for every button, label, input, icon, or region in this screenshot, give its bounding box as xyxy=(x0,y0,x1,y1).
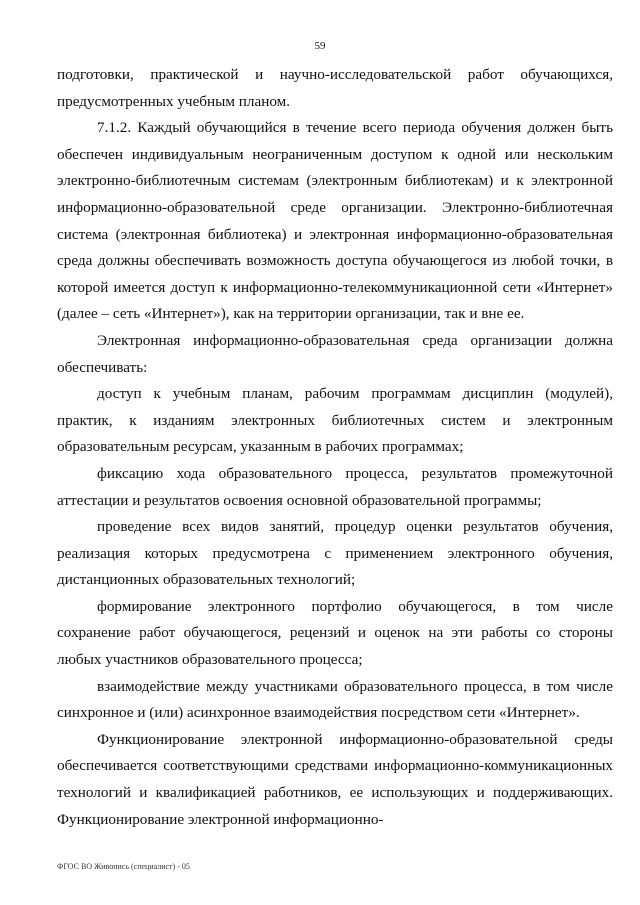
paragraph-functioning: Функционирование электронной информационно-образовательной среды обеспечивается соответствующими средствами информационно-коммуникационных технологий и квалификацией работников, ее использующих и поддерживающих. Функционирование электронной информационно- xyxy=(57,730,613,828)
list-item-recording: фиксацию хода образовательного процесса, результатов промежуточной аттестации и результатов освоения основной образовательной программы; xyxy=(57,464,613,509)
list-item-portfolio: формирование электронного портфолио обучающегося, в том числе сохранение работ обучающегося, рецензий и оценок на эти работы со стороны любых участников образовательного процесса; xyxy=(57,597,613,669)
list-item-interaction: взаимодействие между участниками образовательного процесса, в том числе синхронное и (или) асинхронное взаимодействия посредством сети «Интернет». xyxy=(57,677,613,722)
document-body xyxy=(57,62,613,833)
paragraph-continuation: подготовки, практической и научно-исследовательской работ обучающихся, предусмотренных учебным планом. xyxy=(57,66,613,110)
list-item-access: доступ к учебным планам, рабочим программам дисциплин (модулей), практик, к изданиям электронных библиотечных систем и электронным образовательным ресурсам, указанным в рабочих программах; xyxy=(57,385,613,456)
page-number: 59 xyxy=(314,40,326,52)
paragraph-environment-intro: Электронная информационно-образовательная среда организации должна обеспечивать: xyxy=(57,331,613,376)
paragraph-7-1-2: 7.1.2. Каждый обучающийся в течение всего периода обучения должен быть обеспечен индивидуальным неограниченным доступом к одной или нескольким электронно-библиотечным системам (электронным библиотекам) и к электронной информационно-образовательной среде организации. Электронно-библиотечная система (электронная библиотека) и электронная информационно-образовательная среда должны обеспечивать возможность доступа обучающегося из любой точки, в которой имеется доступ к информационно-телекоммуникационной сети «Интернет» (далее – сеть «Интернет»), как на территории организации, так и вне ее. xyxy=(57,119,613,323)
footer-note: ФГОС ВО Живопись (специалист) - 05 xyxy=(57,862,190,871)
list-item-classes: проведение всех видов занятий, процедур оценки результатов обучения, реализация которых предусмотрена с применением электронного обучения, дистанционных образовательных технологий; xyxy=(57,518,613,589)
